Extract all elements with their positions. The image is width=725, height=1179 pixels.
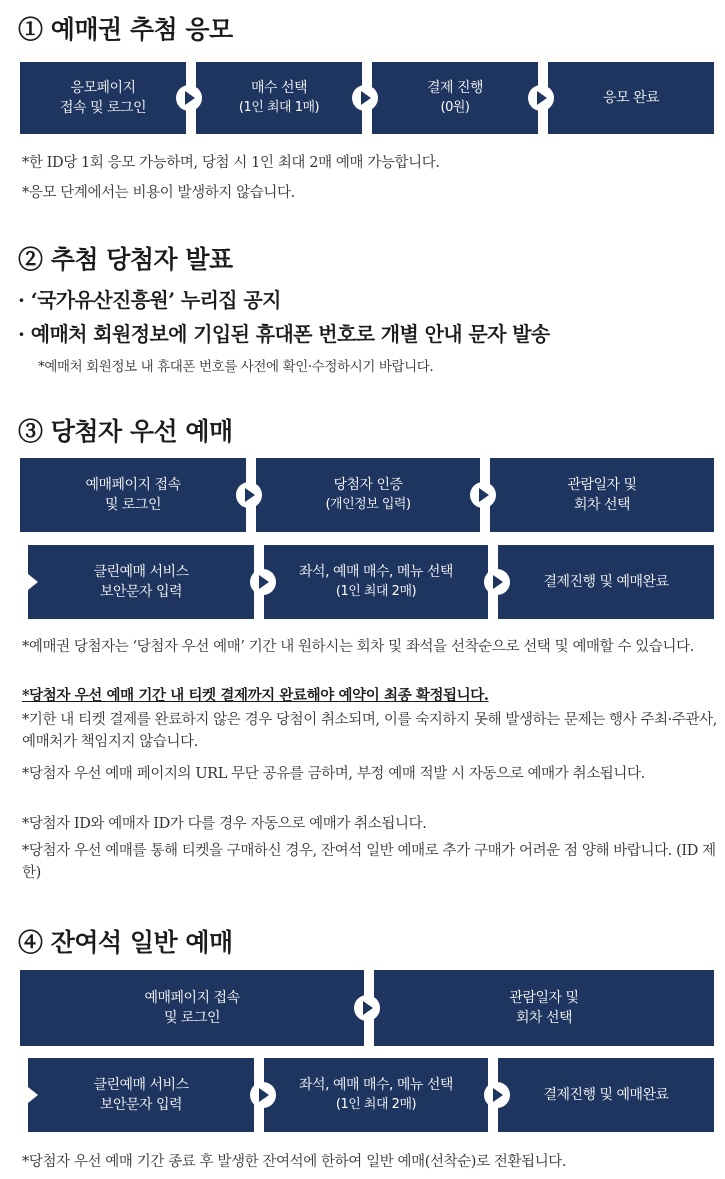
arrow-right-icon [352, 85, 378, 111]
step-label: 응모페이지 [70, 79, 136, 96]
section-3-note: *당첨자 우선 예매를 통해 티켓을 구매하신 경우, 잔여석 일반 예매로 추가 구매가 어려운 점 양해 바랍니다. (ID 제한) [22, 843, 716, 881]
step-label: 좌석, 예매 매수, 메뉴 선택 [299, 1077, 453, 1094]
step-sublabel: 접속 및 로그인 [59, 100, 147, 116]
arrow-right-icon [28, 574, 38, 590]
section-3-note-emphasis: *당첨자 우선 예매 기간 내 티켓 결제까지 완료해야 예약이 최종 확정됩니다. [22, 687, 489, 704]
section-1-title: ① 예매권 추첨 응모 [18, 15, 233, 44]
step-sublabel: 보안문자 입력 [99, 584, 183, 600]
section-3-title: ③ 당첨자 우선 예매 [18, 417, 233, 446]
step-label: 예매페이지 접속 [144, 989, 240, 1006]
step-box-captcha [28, 545, 254, 619]
section-2-title: ② 추첨 당첨자 발표 [18, 245, 233, 274]
step-sublabel: (1인 최대 1매) [238, 99, 320, 115]
arrow-right-icon [354, 995, 380, 1021]
step-sublabel: 및 로그인 [163, 1010, 221, 1026]
arrow-right-icon [470, 482, 496, 508]
step-label: 좌석, 예매 매수, 메뉴 선택 [299, 564, 453, 581]
step-label: 예매페이지 접속 [85, 476, 181, 493]
arrow-right-icon [484, 569, 510, 595]
step-label: 응모 완료 [602, 89, 660, 106]
section-2-note: *예매처 회원정보 내 휴대폰 번호를 사전에 확인·수정하시기 바랍니다. [38, 359, 434, 375]
step-label: 결제 진행 [426, 80, 484, 97]
step-sublabel: (0원) [440, 99, 470, 115]
section-3-note: *당첨자 우선 예매 페이지의 URL 무단 공유를 금하며, 부정 예매 적발 시 자동으로 예매가 취소됩니다. [22, 766, 645, 782]
section-3-note: *예매권 당첨자는 ‘당첨자 우선 예매’ 기간 내 원하시는 회차 및 좌석을 선착순으로 선택 및 예매할 수 있습니다. [22, 639, 694, 655]
step-label: 클린예매 서비스 [93, 563, 189, 580]
step-label: 당첨자 인증 [333, 477, 403, 494]
section-1-note: *응모 단계에서는 비용이 발생하지 않습니다. [22, 185, 295, 201]
section-2-bullet: · ‘국가유산진흥원’ 누리집 공지 [18, 288, 281, 312]
step-label: 관람일자 및 [509, 989, 579, 1006]
step-box-date-session [374, 970, 714, 1046]
step-label: 클린예매 서비스 [93, 1076, 189, 1093]
arrow-right-icon [28, 1087, 38, 1103]
arrow-right-icon [236, 482, 262, 508]
step-box-payment [372, 62, 538, 134]
arrow-right-icon [484, 1082, 510, 1108]
step-box-complete [548, 62, 714, 134]
step-box-seat-select [264, 545, 488, 619]
arrow-right-icon [528, 85, 554, 111]
step-label: 관람일자 및 [567, 476, 637, 493]
step-sublabel: (개인정보 입력) [325, 496, 411, 512]
step-label: 결제진행 및 예매완료 [543, 1086, 669, 1103]
step-box-booking-login [20, 970, 364, 1046]
step-label: 결제진행 및 예매완료 [543, 573, 669, 590]
step-label: 매수 선택 [250, 80, 308, 97]
step-box-date-session [490, 458, 714, 532]
step-box-seat-select [264, 1058, 488, 1132]
step-box-booking-login [20, 458, 246, 532]
step-sublabel: 회차 선택 [515, 1010, 573, 1026]
step-box-apply-login [20, 62, 186, 134]
step-box-pay-complete [498, 545, 714, 619]
step-sublabel: 및 로그인 [104, 497, 162, 513]
arrow-right-icon [176, 85, 202, 111]
section-3-note: *당첨자 ID와 예매자 ID가 다를 경우 자동으로 예매가 취소됩니다. [22, 816, 427, 832]
section-4-note: *당첨자 우선 예매 기간 종료 후 발생한 잔여석에 한하여 일반 예매(선착순)로 전환됩니다. [22, 1154, 567, 1170]
step-box-captcha [28, 1058, 254, 1132]
section-4-title: ④ 잔여석 일반 예매 [18, 928, 233, 957]
section-3-note: *기한 내 티켓 결제를 완료하지 않은 경우 당첨이 취소되며, 이를 숙지하지 못해 발생하는 문제는 행사 주최·주관사, 예매처가 책임지지 않습니다. [22, 712, 717, 750]
step-sublabel: (1인 최대 2매) [335, 583, 417, 599]
step-sublabel: 보안문자 입력 [99, 1097, 183, 1113]
section-2-bullet: · 예매처 회원정보에 기입된 휴대폰 번호로 개별 안내 문자 발송 [18, 322, 550, 346]
step-box-pay-complete [498, 1058, 714, 1132]
arrow-right-icon [250, 1082, 276, 1108]
step-box-quantity [196, 62, 362, 134]
step-box-winner-auth [256, 458, 480, 532]
section-1-note: *한 ID당 1회 응모 가능하며, 당첨 시 1인 최대 2매 예매 가능합니다. [22, 155, 440, 171]
step-sublabel: (1인 최대 2매) [335, 1096, 417, 1112]
step-sublabel: 회차 선택 [573, 497, 631, 513]
arrow-right-icon [250, 569, 276, 595]
